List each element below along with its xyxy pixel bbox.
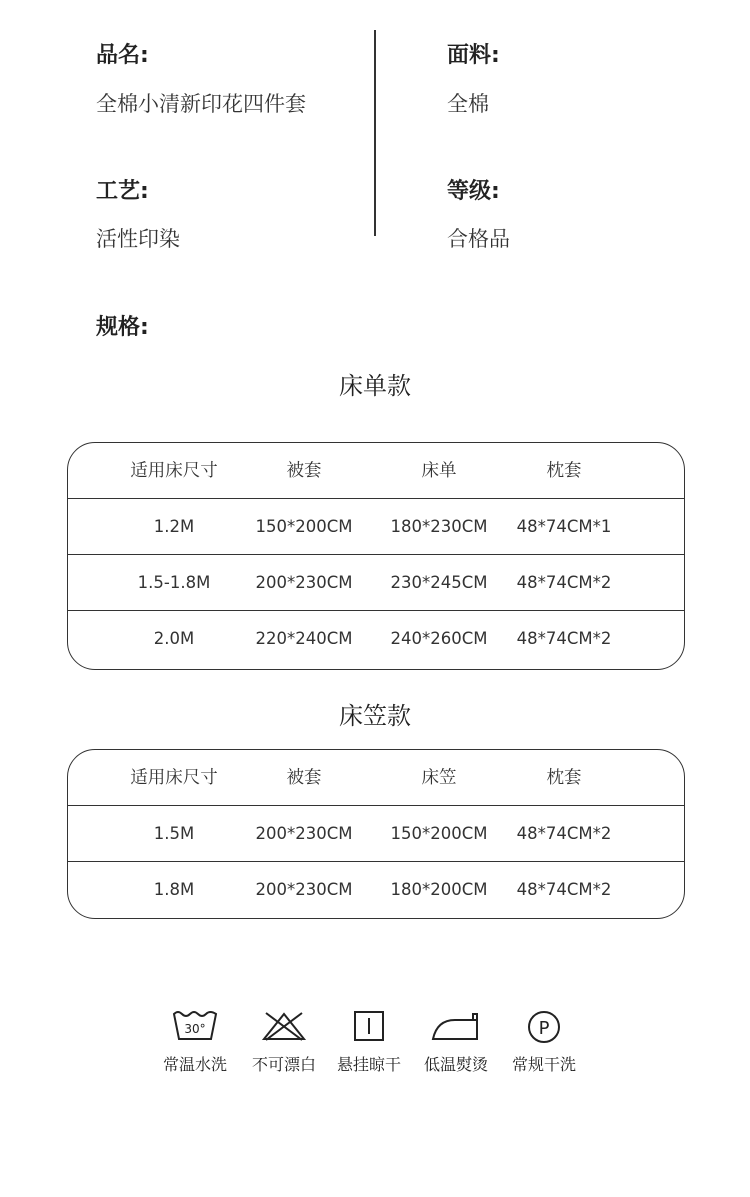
table-row <box>68 611 684 667</box>
care-label: 低温熨烫 <box>423 1055 488 1074</box>
name-label: 品名: <box>96 43 149 68</box>
table-cell: 230*245CM <box>390 573 488 592</box>
name-value: 全棉小清新印花四件套 <box>96 92 306 116</box>
fabric-label: 面料: <box>447 43 500 68</box>
care-wash <box>155 1010 235 1075</box>
wash-temp-text: 30° <box>184 1022 206 1036</box>
header-cell: 枕套 <box>546 768 582 788</box>
table-header-row <box>68 750 684 806</box>
sheet-size-table <box>67 442 685 670</box>
table-row <box>68 862 684 918</box>
care-label: 不可漂白 <box>251 1055 316 1074</box>
craft-label: 工艺: <box>96 179 149 204</box>
table-row <box>68 806 684 862</box>
dry-clean-p-icon <box>520 1010 568 1044</box>
care-label: 悬挂晾干 <box>336 1055 401 1074</box>
care-label: 常温水洗 <box>162 1055 227 1074</box>
table-cell: 200*230CM <box>255 573 353 592</box>
table-cell: 1.2M <box>153 517 195 536</box>
low-iron-icon <box>429 1010 483 1042</box>
header-cell: 床笠 <box>421 768 457 788</box>
table-cell: 48*74CM*2 <box>516 824 612 843</box>
table-cell: 48*74CM*2 <box>516 880 612 899</box>
table-cell: 48*74CM*2 <box>516 573 612 592</box>
table-cell: 200*230CM <box>255 824 353 843</box>
table-cell: 150*200CM <box>390 824 488 843</box>
table-cell: 180*200CM <box>390 880 488 899</box>
table-cell: 1.5-1.8M <box>137 573 211 592</box>
header-cell: 被套 <box>286 768 322 788</box>
header-cell: 床单 <box>421 461 457 481</box>
table-row <box>68 555 684 611</box>
no-bleach-icon <box>260 1010 308 1042</box>
table-cell: 48*74CM*2 <box>516 629 612 648</box>
spec-label: 规格: <box>96 315 149 340</box>
craft-value: 活性印染 <box>96 227 180 251</box>
care-label: 常规干洗 <box>511 1055 576 1074</box>
header-cell: 枕套 <box>546 461 582 481</box>
care-iron <box>416 1010 496 1075</box>
table-cell: 240*260CM <box>390 629 488 648</box>
header-cell: 适用床尺寸 <box>130 768 218 788</box>
sheet-table-title: 床单款 <box>339 372 411 400</box>
fabric-value: 全棉 <box>447 92 489 116</box>
table-cell: 1.5M <box>153 824 195 843</box>
table-cell: 48*74CM*1 <box>516 517 612 536</box>
dry-clean-letter: P <box>538 1018 550 1039</box>
table-cell: 180*230CM <box>390 517 488 536</box>
table-cell: 1.8M <box>153 880 195 899</box>
fitted-table-title: 床笠款 <box>339 702 411 730</box>
grade-label: 等级: <box>447 179 500 204</box>
table-row <box>68 499 684 555</box>
table-header-row <box>68 443 684 499</box>
table-cell: 200*230CM <box>255 880 353 899</box>
info-divider <box>374 30 376 236</box>
grade-value: 合格品 <box>447 227 510 251</box>
header-cell: 被套 <box>286 461 322 481</box>
table-cell: 220*240CM <box>255 629 353 648</box>
care-dry <box>329 1010 409 1075</box>
table-cell: 150*200CM <box>255 517 353 536</box>
fitted-size-table <box>67 749 685 919</box>
header-cell: 适用床尺寸 <box>130 461 218 481</box>
table-cell: 2.0M <box>153 629 195 648</box>
wash-30-icon <box>171 1010 219 1042</box>
hang-dry-icon <box>345 1010 393 1042</box>
care-bleach <box>244 1010 324 1075</box>
care-dryclean <box>504 1010 584 1075</box>
